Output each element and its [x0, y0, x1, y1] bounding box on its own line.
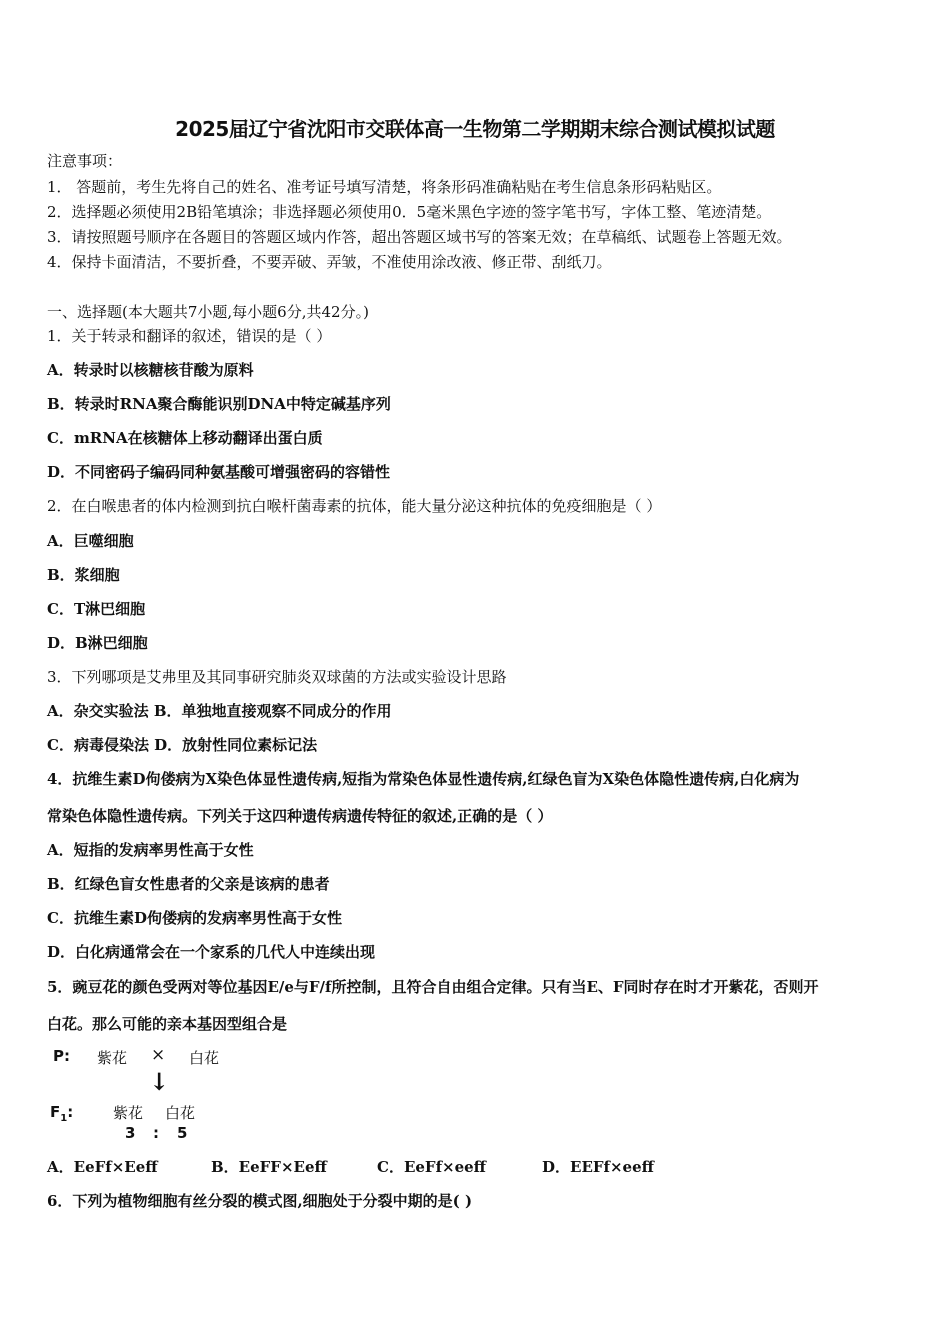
question-1-option-c: C．mRNA在核糖体上移动翻译出蛋白质 [47, 429, 323, 447]
ratio-right: 5 [177, 1124, 188, 1142]
notice-item-4: 4．保持卡面清洁，不要折叠，不要弄破、弄皱，不准使用涂改液、修正带、刮纸刀。 [47, 253, 612, 271]
f1-left-phenotype: 紫花 [113, 1104, 144, 1122]
question-2-option-a: A．巨噬细胞 [47, 532, 134, 550]
question-4-stem-line-1: 4．抗维生素D佝偻病为X染色体显性遗传病,短指为常染色体显性遗传病,红绿色盲为X染色体隐性遗传病,白化病为 [47, 770, 800, 788]
question-1-option-b: B．转录时RNA聚合酶能识别DNA中特定碱基序列 [47, 395, 391, 413]
question-1-stem: 1．关于转录和翻译的叙述，错误的是（ ） [47, 327, 332, 345]
question-3-stem: 3．下列哪项是艾弗里及其同事研究肺炎双球菌的方法或实验设计思路 [47, 668, 507, 686]
question-5-option-c: C．EeFf×eeff [377, 1158, 486, 1176]
question-4-stem-line-2: 常染色体隐性遗传病。下列关于这四种遗传病遗传特征的叙述,正确的是（ ） [47, 807, 553, 825]
f1-label: $F_1$: [50, 1103, 74, 1124]
arrow-down-icon: ↓ [149, 1067, 170, 1096]
cross-diagram [47, 1043, 307, 1143]
notice-item-3: 3．请按照题号顺序在各题目的答题区域内作答，超出答题区域书写的答案无效；在草稿纸、试题卷上答题无效。 [47, 228, 792, 246]
question-2-option-c: C．T淋巴细胞 [47, 600, 146, 618]
f1-right-phenotype: 白花 [165, 1104, 196, 1122]
parent-left-phenotype: 紫花 [97, 1049, 128, 1067]
question-1-option-d: D．不同密码子编码同种氨基酸可增强密码的容错性 [47, 463, 391, 481]
question-5-option-b: B．EeFF×Eeff [211, 1158, 327, 1176]
question-6-stem: 6．下列为植物细胞有丝分裂的模式图,细胞处于分裂中期的是( ) [47, 1192, 473, 1210]
parent-label: P: [53, 1047, 70, 1065]
question-3-options-cd: C．病毒侵染法 D．放射性同位素标记法 [47, 736, 318, 754]
question-4-option-c: C．抗维生素D佝偻病的发病率男性高于女性 [47, 909, 342, 927]
question-2-option-d: D．B淋巴细胞 [47, 634, 148, 652]
question-5-stem-line-1: 5．豌豆花的颜色受两对等位基因E/e与F/f所控制，且符合自由组合定律。只有当E、F同时存在时才开紫花，否则开 [47, 978, 819, 996]
notice-item-1: 1． 答题前，考生先将自己的姓名、准考证号填写清楚，将条形码准确粘贴在考生信息条形码粘贴区。 [47, 178, 722, 196]
question-2-stem: 2．在白喉患者的体内检测到抗白喉杆菌毒素的抗体，能大量分泌这种抗体的免疫细胞是（ ） [47, 497, 662, 515]
question-4-option-d: D．白化病通常会在一个家系的几代人中连续出现 [47, 943, 376, 961]
question-5-option-d: D．EEFf×eeff [542, 1158, 654, 1176]
parent-right-phenotype: 白花 [189, 1049, 220, 1067]
section-heading: 一、选择题(本大题共7小题,每小题6分,共42分。) [47, 303, 369, 321]
notice-heading: 注意事项： [47, 152, 123, 170]
question-3-options-ab: A．杂交实验法 B．单独地直接观察不同成分的作用 [47, 702, 392, 720]
page-title: 2025届辽宁省沈阳市交联体高一生物第二学期期末综合测试模拟试题 [175, 117, 775, 141]
ratio-separator: : [153, 1124, 159, 1142]
notice-item-2: 2．选择题必须使用2B铅笔填涂；非选择题必须使用0．5毫米黑色字迹的签字笔书写，字体工整、笔迹清楚。 [47, 203, 772, 221]
question-4-option-a: A．短指的发病率男性高于女性 [47, 841, 254, 859]
ratio-left: 3 [125, 1124, 136, 1142]
question-5-option-a: A．EeFf×Eeff [47, 1158, 158, 1176]
question-1-option-a: A．转录时以核糖核苷酸为原料 [47, 361, 254, 379]
question-2-option-b: B．浆细胞 [47, 566, 120, 584]
question-5-stem-line-2: 白花。那么可能的亲本基因型组合是 [47, 1015, 288, 1033]
cross-symbol: × [151, 1045, 166, 1065]
question-4-option-b: B．红绿色盲女性患者的父亲是该病的患者 [47, 875, 330, 893]
